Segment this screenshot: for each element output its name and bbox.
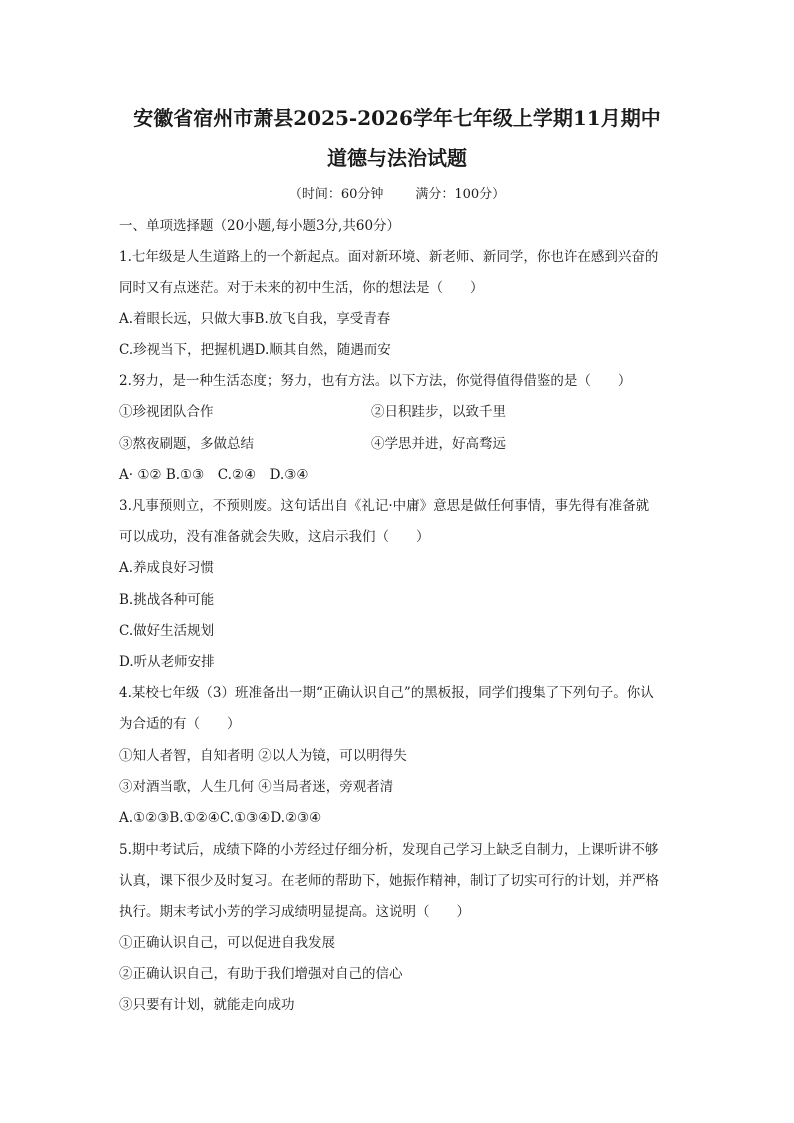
question-3-option-b: B.挑战各种可能	[119, 592, 215, 608]
question-3-stem-line-2: 可以成功，没有准备就会失败，这启示我们（ ）	[119, 529, 430, 545]
question-3-option-d: D.听从老师安排	[119, 654, 215, 670]
question-4-items-line-2: ③对酒当歌，人生几何 ④当局者迷，旁观者清	[119, 779, 394, 795]
question-5-item-2: ②正确认识自己，有助于我们增强对自己的信心	[119, 966, 403, 982]
question-4-stem-line-1: 4.某校七年级（3）班准备出一期“正确认识自己”的黑板报，同学们搜集了下列句子。你认	[119, 685, 654, 701]
question-2-stem: 2.努力，是一种生活态度；努力，也有方法。以下方法，你觉得值得借鉴的是（ ）	[119, 373, 632, 389]
question-1-stem-line-2: 同时又有点迷茫。对于未来的初中生活，你的想法是（ ）	[119, 280, 484, 296]
question-1-options-ab: A.着眼长远，只做大事B.放飞自我，享受青春	[119, 311, 391, 327]
question-1-stem-line-1: 1.七年级是人生道路上的一个新起点。面对新环境、新老师、新同学，你也许在感到兴奋的	[119, 249, 659, 265]
question-4-stem-line-2: 为合适的有（ ）	[119, 716, 241, 732]
question-5-stem-line-1: 5.期中考试后，成绩下降的小芳经过仔细分析，发现自己学习上缺乏自制力，上课听讲不够	[119, 842, 659, 858]
full-score: 满分：100分）	[415, 187, 506, 202]
question-4-options: A.①②③B.①②④C.①③④D.②③④	[119, 810, 322, 826]
question-1-options-cd: C.珍视当下，把握机遇D.顺其自然，随遇而安	[119, 342, 391, 358]
question-2-item-1: ①珍视团队合作	[119, 404, 214, 420]
time-limit: （时间：60分钟	[288, 187, 384, 202]
question-4-items-line-1: ①知人者智，自知者明 ②以人为镜，可以明得失	[119, 748, 407, 764]
question-2-item-2: ②日积跬步，以致千里	[371, 404, 506, 420]
question-2-item-4: ④学思并进，好高骛远	[371, 436, 506, 452]
question-5-stem-line-2: 认真，课下很少及时复习。在老师的帮助下，她振作精神，制订了切实可行的计划，并严格	[119, 873, 659, 889]
question-3-option-c: C.做好生活规划	[119, 623, 215, 639]
question-2-options: A· ①② B.①③ C.②④ D.③④	[119, 467, 309, 483]
page-title: 安徽省宿州市萧县2025-2026学年七年级上学期11月期中	[133, 106, 661, 130]
question-3-option-a: A.养成良好习惯	[119, 560, 215, 576]
page-subtitle: 道德与法治试题	[327, 146, 467, 170]
section-heading: 一、单项选择题（20小题,每小题3分,共60分）	[119, 218, 401, 234]
question-3-stem-line-1: 3.凡事预则立，不预则废。这句话出自《礼记·中庸》意思是做任何事情，事先得有准备就	[119, 498, 650, 514]
question-5-stem-line-3: 执行。期末考试小芳的学习成绩明显提高。这说明（ ）	[119, 904, 470, 920]
question-5-item-1: ①正确认识自己，可以促进自我发展	[119, 935, 335, 951]
question-2-item-3: ③熬夜刷题，多做总结	[119, 436, 254, 452]
question-5-item-3: ③只要有计划，就能走向成功	[119, 997, 295, 1013]
exam-meta	[0, 185, 794, 205]
